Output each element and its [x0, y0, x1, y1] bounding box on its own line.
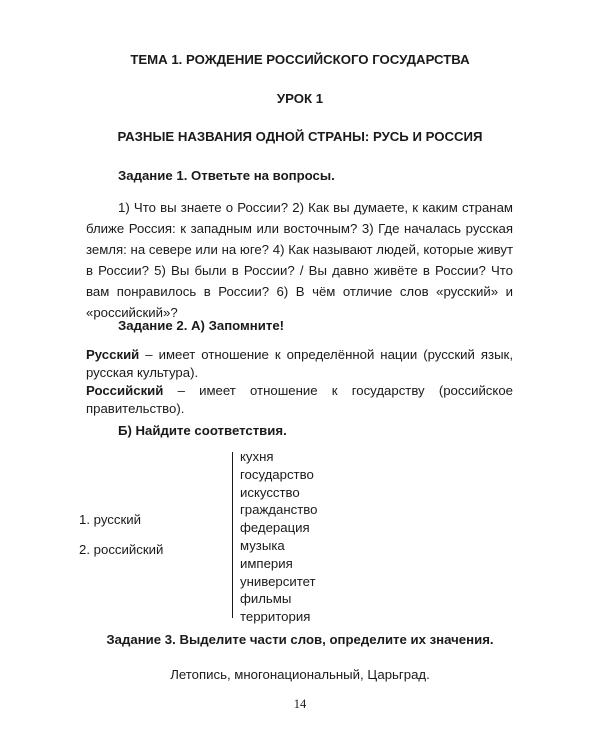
matching-divider-line: [232, 452, 233, 618]
match-item: территория: [240, 609, 311, 625]
matching-right-list: [240, 448, 317, 626]
match-item: фильмы: [240, 591, 292, 607]
lesson-subtitle: РАЗНЫЕ НАЗВАНИЯ ОДНОЙ СТРАНЫ: РУСЬ И РОССИЯ: [117, 129, 483, 144]
page-number: 14: [293, 697, 307, 711]
match-item: империя: [240, 555, 293, 571]
topic-title: ТЕМА 1. РОЖДЕНИЕ РОССИЙСКОГО ГОСУДАРСТВА: [130, 52, 470, 67]
definition-russkiy-text: – имеет отношение к определённой нации (русский язык, русская культура).: [86, 347, 513, 380]
definition-rossiyskiy: [86, 382, 513, 418]
lesson-title: УРОК 1: [276, 91, 324, 106]
match-item: музыка: [240, 537, 285, 553]
definition-russkiy: [86, 346, 513, 382]
definition-russkiy-term: Русский: [86, 347, 140, 362]
match-item: кухня: [240, 449, 274, 464]
match-item: федерация: [240, 520, 310, 536]
definition-rossiyskiy-text: – имеет отношение к государству (российское правительство).: [86, 383, 513, 416]
match-item: университет: [240, 573, 316, 589]
task3-words: Летопись, многонациональный, Царьград.: [170, 667, 430, 682]
match-left-rossiyskiy: 2. российский: [79, 542, 164, 557]
task3-heading: Задание 3. Выделите части слов, определите их значения.: [106, 632, 494, 647]
match-item: государство: [240, 466, 314, 482]
definition-rossiyskiy-term: Российский: [86, 383, 164, 398]
task1-heading: Задание 1. Ответьте на вопросы.: [118, 168, 335, 183]
match-left-russkiy: 1. русский: [79, 512, 141, 527]
task2-heading: Задание 2. А) Запомните!: [118, 318, 285, 333]
match-item: искусство: [240, 484, 300, 500]
task1-questions: 1) Что вы знаете о России? 2) Как вы думаете, к каким странам ближе Россия: к западным или восточным? 3) Где началась русская земля: на севере или на юге? 4) Как называют людей, которые живут в России? 5) Вы были в России? / Вы давно живёте в России? Что вам понравилось в России? 6) В чём отличие слов «русский» и «российский»?: [86, 200, 513, 320]
part-b-heading: Б) Найдите соответствия.: [118, 423, 287, 438]
match-item: гражданство: [240, 502, 318, 518]
